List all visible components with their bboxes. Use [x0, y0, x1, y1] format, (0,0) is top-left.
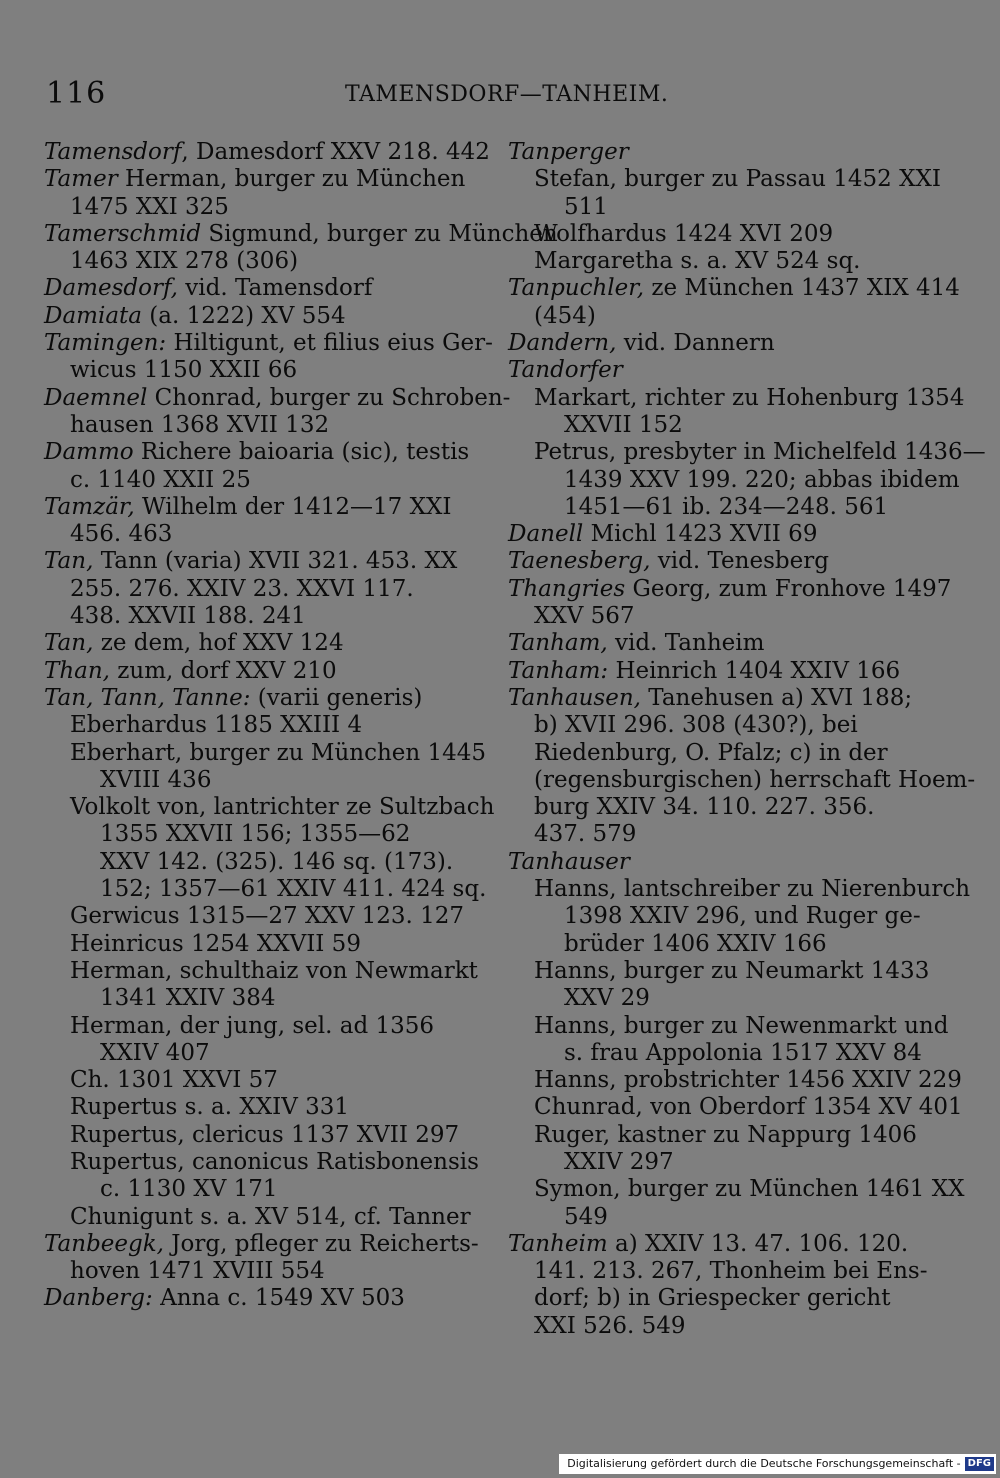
index-line: [44, 903, 468, 930]
index-headword: Tanham,: [508, 630, 608, 657]
index-text: burg XXIV 34. 110. 227. 356.: [534, 794, 875, 821]
index-line: [508, 1285, 932, 1312]
index-text: dorf; b) in Griespecker gericht: [534, 1285, 891, 1312]
index-line: [508, 1094, 963, 1121]
index-line: [508, 521, 932, 548]
index-headword: Tanheim: [508, 1230, 608, 1257]
index-line: [44, 303, 468, 330]
index-line: [44, 1258, 468, 1285]
index-line: [44, 330, 493, 357]
dfg-logo: DFG: [965, 1457, 994, 1471]
index-text: XXV 567: [534, 603, 635, 630]
index-line: [508, 1176, 965, 1203]
index-line: [508, 1122, 932, 1149]
index-text: XXI 526. 549: [534, 1312, 686, 1339]
index-line: [44, 1203, 471, 1231]
index-line: [44, 821, 468, 848]
index-line: [508, 658, 932, 685]
page-number: 116: [46, 76, 107, 111]
index-text: Eberhart, burger zu München 1445: [70, 739, 487, 766]
index-text: 511: [564, 193, 608, 220]
index-line: [44, 1230, 479, 1258]
index-line: [44, 931, 468, 958]
index-line: [44, 384, 511, 412]
index-text: wicus 1150 XXII 66: [70, 357, 298, 384]
index-line: [508, 931, 932, 958]
index-text: (varii generis): [250, 684, 423, 711]
index-text: XXIV 297: [564, 1148, 674, 1175]
index-text: XXVII 152: [564, 411, 683, 438]
index-text: Stefan, burger zu Passau 1452 XXI: [534, 166, 941, 193]
index-text: Rupertus, clericus 1137 XVII 297: [70, 1121, 460, 1148]
index-headword: Tandorfer: [508, 357, 623, 384]
index-text: Gerwicus 1315—27 XXV 123. 127: [70, 903, 465, 930]
index-text: Sigmund, burger zu München: [201, 220, 558, 247]
index-line: [44, 1148, 479, 1176]
index-text: s. frau Appolonia 1517 XXV 84: [564, 1039, 922, 1066]
index-line: [44, 275, 468, 302]
index-line: [44, 220, 558, 248]
index-line: [44, 1067, 468, 1094]
index-text: a) XXIV 13. 47. 106. 120.: [607, 1230, 909, 1257]
index-line: [508, 439, 986, 466]
index-line: [44, 876, 487, 903]
index-line: [508, 139, 932, 166]
index-text: Chunrad, von Oberdorf 1354 XV 401: [534, 1094, 963, 1121]
index-text: Wilhelm der 1412—17 XXI: [134, 493, 452, 520]
index-text: Heinricus 1254 XXVII 59: [70, 930, 361, 957]
index-line: [508, 357, 932, 384]
index-line: [44, 166, 468, 193]
index-text: Herman, burger zu München: [117, 166, 466, 193]
index-headword: Danberg:: [44, 1285, 153, 1312]
index-line: [44, 658, 468, 685]
index-line: [44, 1285, 468, 1312]
index-line: [508, 1012, 949, 1040]
index-headword: Tan,: [44, 630, 94, 657]
index-line: [508, 275, 960, 302]
index-line: [508, 575, 952, 603]
index-text: 141. 213. 267, Thonheim bei Ens-: [534, 1258, 928, 1285]
index-headword: Tan, Tann, Tanne:: [44, 684, 251, 711]
index-headword: Tanperger: [508, 139, 629, 165]
index-text: Jorg, pfleger zu Reicherts-: [164, 1230, 479, 1257]
index-line: [508, 740, 932, 767]
index-line: [44, 739, 487, 767]
index-line: [44, 467, 468, 494]
index-headword: Dammo: [44, 439, 134, 466]
index-text: c. 1140 XXII 25: [70, 466, 251, 493]
index-line: [44, 603, 468, 630]
index-headword: Tamzär,: [44, 493, 135, 520]
index-line: [508, 903, 932, 930]
index-line: [508, 494, 932, 521]
index-text: Symon, burger zu München 1461 XX: [534, 1176, 965, 1203]
index-line: [508, 766, 976, 794]
index-text: Hiltigunt, et filius eius Ger-: [166, 330, 493, 357]
index-headword: Tanbeegk,: [44, 1230, 164, 1257]
index-line: [508, 303, 932, 330]
index-text: Wolfhardus 1424 XVI 209: [534, 220, 834, 247]
index-text: 1398 XXIV 296, und Ruger ge-: [564, 903, 921, 930]
running-head: TAMENSDORF—TANHEIM.: [345, 82, 669, 107]
index-line: [44, 412, 468, 439]
index-line: [44, 194, 468, 221]
index-text: , Damesdorf XXV 218. 442: [181, 139, 490, 165]
index-line: [508, 330, 932, 357]
index-headword: Daemnel: [44, 384, 148, 411]
index-text: XXIV 407: [100, 1039, 210, 1066]
index-line: [44, 1176, 468, 1203]
index-text: (a. 1222) XV 554: [142, 302, 346, 329]
index-line: [508, 794, 932, 821]
index-line: [44, 248, 468, 275]
index-text: Anna c. 1549 XV 503: [152, 1285, 405, 1312]
index-text: vid. Tenesberg: [650, 548, 829, 575]
index-text: b) XVII 296. 308 (430?), bei: [534, 712, 858, 739]
index-headword: Than,: [44, 657, 110, 684]
index-line: [44, 357, 468, 384]
index-text: vid. Dannern: [616, 330, 775, 357]
index-line: [44, 985, 468, 1012]
index-line: [44, 139, 490, 166]
index-line: [508, 166, 941, 193]
index-line: [508, 849, 932, 876]
index-line: [44, 576, 468, 603]
index-text: 456. 463: [70, 521, 173, 548]
index-text: Eberhardus 1185 XXIII 4: [70, 712, 363, 739]
index-text: hausen 1368 XVII 132: [70, 411, 330, 438]
index-headword: Taenesberg,: [508, 548, 651, 575]
index-text: Tann (varia) XVII 321. 453. XX: [93, 548, 458, 575]
index-text: Rupertus s. a. XXIV 331: [70, 1094, 350, 1121]
index-text: Georg, zum Fronhove 1497: [625, 575, 952, 602]
index-line: [44, 494, 468, 521]
index-text: zum, dorf XXV 210: [110, 657, 337, 684]
index-line: [508, 1204, 932, 1231]
index-text: 438. XXVII 188. 241: [70, 603, 306, 630]
index-text: 549: [564, 1203, 608, 1230]
index-text: XXV 142. (325). 146 sq. (173).: [100, 848, 454, 875]
index-text: Volkolt von, lantrichter ze Sultzbach: [70, 794, 495, 821]
index-text: (454): [534, 302, 596, 329]
index-text: Chunigunt s. a. XV 514, cf. Tanner: [70, 1203, 471, 1230]
index-line: [508, 194, 932, 221]
index-text: Hanns, lantschreiber zu Nierenburch: [534, 876, 971, 903]
index-text: vid. Tanheim: [607, 630, 765, 657]
index-text: 1341 XXIV 384: [100, 985, 276, 1012]
index-text: (regensburgischen) herrschaft Hoem-: [534, 766, 976, 793]
index-headword: Damiata: [44, 302, 142, 329]
index-headword: Dandern,: [508, 330, 617, 357]
index-headword: Tamingen:: [44, 330, 167, 357]
index-text: XVIII 436: [100, 766, 212, 793]
index-text: Tanehusen a) XVI 188;: [640, 684, 913, 711]
index-line: [508, 958, 932, 985]
right-column: [508, 139, 986, 1340]
index-line: [508, 221, 932, 248]
index-line: [508, 603, 932, 630]
index-text: ze dem, hof XXV 124: [93, 630, 344, 657]
index-line: [44, 794, 495, 821]
index-text: Ch. 1301 XXVI 57: [70, 1067, 278, 1094]
index-line: [44, 1013, 468, 1040]
index-text: c. 1130 XV 171: [100, 1176, 278, 1203]
index-text: Herman, der jung, sel. ad 1356: [70, 1012, 435, 1039]
index-line: [508, 1258, 932, 1285]
index-line: [508, 1067, 962, 1094]
index-line: [44, 439, 468, 466]
index-line: [44, 548, 468, 575]
index-headword: Damesdorf,: [44, 275, 178, 302]
index-line: [508, 384, 965, 412]
index-line: [508, 712, 932, 739]
index-text: brüder 1406 XXIV 166: [564, 930, 827, 957]
index-headword: Thangries: [508, 575, 626, 602]
index-line: [508, 985, 932, 1012]
index-text: Rupertus, canonicus Ratisbonensis: [70, 1148, 479, 1175]
index-line: [44, 1122, 468, 1149]
index-text: 255. 276. XXIV 23. XXVI 117.: [70, 575, 414, 602]
index-text: 1463 XIX 278 (306): [70, 248, 299, 275]
index-line: [44, 767, 468, 794]
index-headword: Tan,: [44, 548, 94, 575]
index-text: Hanns, probstrichter 1456 XXIV 229: [534, 1067, 962, 1094]
index-line: [44, 521, 468, 548]
index-line: [508, 685, 932, 712]
index-line: [508, 1149, 932, 1176]
index-text: Heinrich 1404 XXIV 166: [608, 657, 901, 684]
index-text: 1475 XXI 325: [70, 193, 229, 220]
index-text: Michl 1423 XVII 69: [583, 521, 818, 548]
index-line: [44, 849, 468, 876]
index-text: Hanns, burger zu Neumarkt 1433: [534, 957, 930, 984]
index-line: [508, 548, 932, 575]
index-text: Herman, schulthaiz von Newmarkt: [70, 957, 478, 984]
index-headword: Tamer: [44, 166, 118, 193]
index-line: [508, 1040, 932, 1067]
index-line: [44, 1094, 468, 1121]
index-headword: Tamerschmid: [44, 220, 202, 247]
index-text: 1439 XXV 199. 220; abbas ibidem: [564, 466, 960, 493]
index-line: [508, 1231, 932, 1258]
index-line: [44, 712, 468, 739]
index-line: [508, 821, 932, 848]
index-line: [44, 685, 468, 712]
index-line: [44, 1040, 468, 1067]
index-headword: Tamensdorf: [44, 139, 182, 165]
index-text: 1451—61 ib. 234—248. 561: [564, 493, 889, 520]
index-text: Markart, richter zu Hohenburg 1354: [534, 384, 965, 411]
index-headword: Tanhausen,: [508, 684, 641, 711]
footer-credit: [559, 1454, 996, 1474]
index-headword: Tanhauser: [508, 848, 630, 875]
index-text: Riedenburg, O. Pfalz; c) in der: [534, 739, 888, 766]
index-text: 437. 579: [534, 821, 637, 848]
index-text: Hanns, burger zu Newenmarkt und: [534, 1012, 949, 1039]
index-line: [508, 630, 932, 657]
index-line: [508, 876, 971, 903]
index-headword: Tanham:: [508, 657, 609, 684]
index-text: Chonrad, burger zu Schroben-: [147, 384, 511, 411]
index-text: 1355 XXVII 156; 1355—62: [100, 821, 411, 848]
index-line: [44, 957, 478, 985]
index-line: [508, 466, 960, 494]
index-line: [508, 248, 932, 275]
footer-text: Digitalisierung gefördert durch die Deutsche Forschungsgemeinschaft -: [567, 1457, 961, 1470]
index-headword: Tanpuchler,: [508, 275, 645, 302]
index-text: Richere baioaria (sic), testis: [133, 439, 470, 466]
index-text: hoven 1471 XVIII 554: [70, 1258, 325, 1285]
index-text: ze München 1437 XIX 414: [644, 275, 960, 302]
index-line: [508, 1313, 932, 1340]
index-text: XXV 29: [564, 985, 650, 1012]
index-text: Petrus, presbyter in Michelfeld 1436—: [534, 439, 986, 466]
index-text: Margaretha s. a. XV 524 sq.: [534, 248, 861, 275]
index-text: 152; 1357—61 XXIV 411. 424 sq.: [100, 876, 487, 903]
index-text: vid. Tamensdorf: [177, 275, 373, 302]
index-headword: Danell: [508, 521, 584, 548]
index-text: Ruger, kastner zu Nappurg 1406: [534, 1121, 917, 1148]
index-line: [44, 630, 468, 657]
index-line: [508, 412, 932, 439]
